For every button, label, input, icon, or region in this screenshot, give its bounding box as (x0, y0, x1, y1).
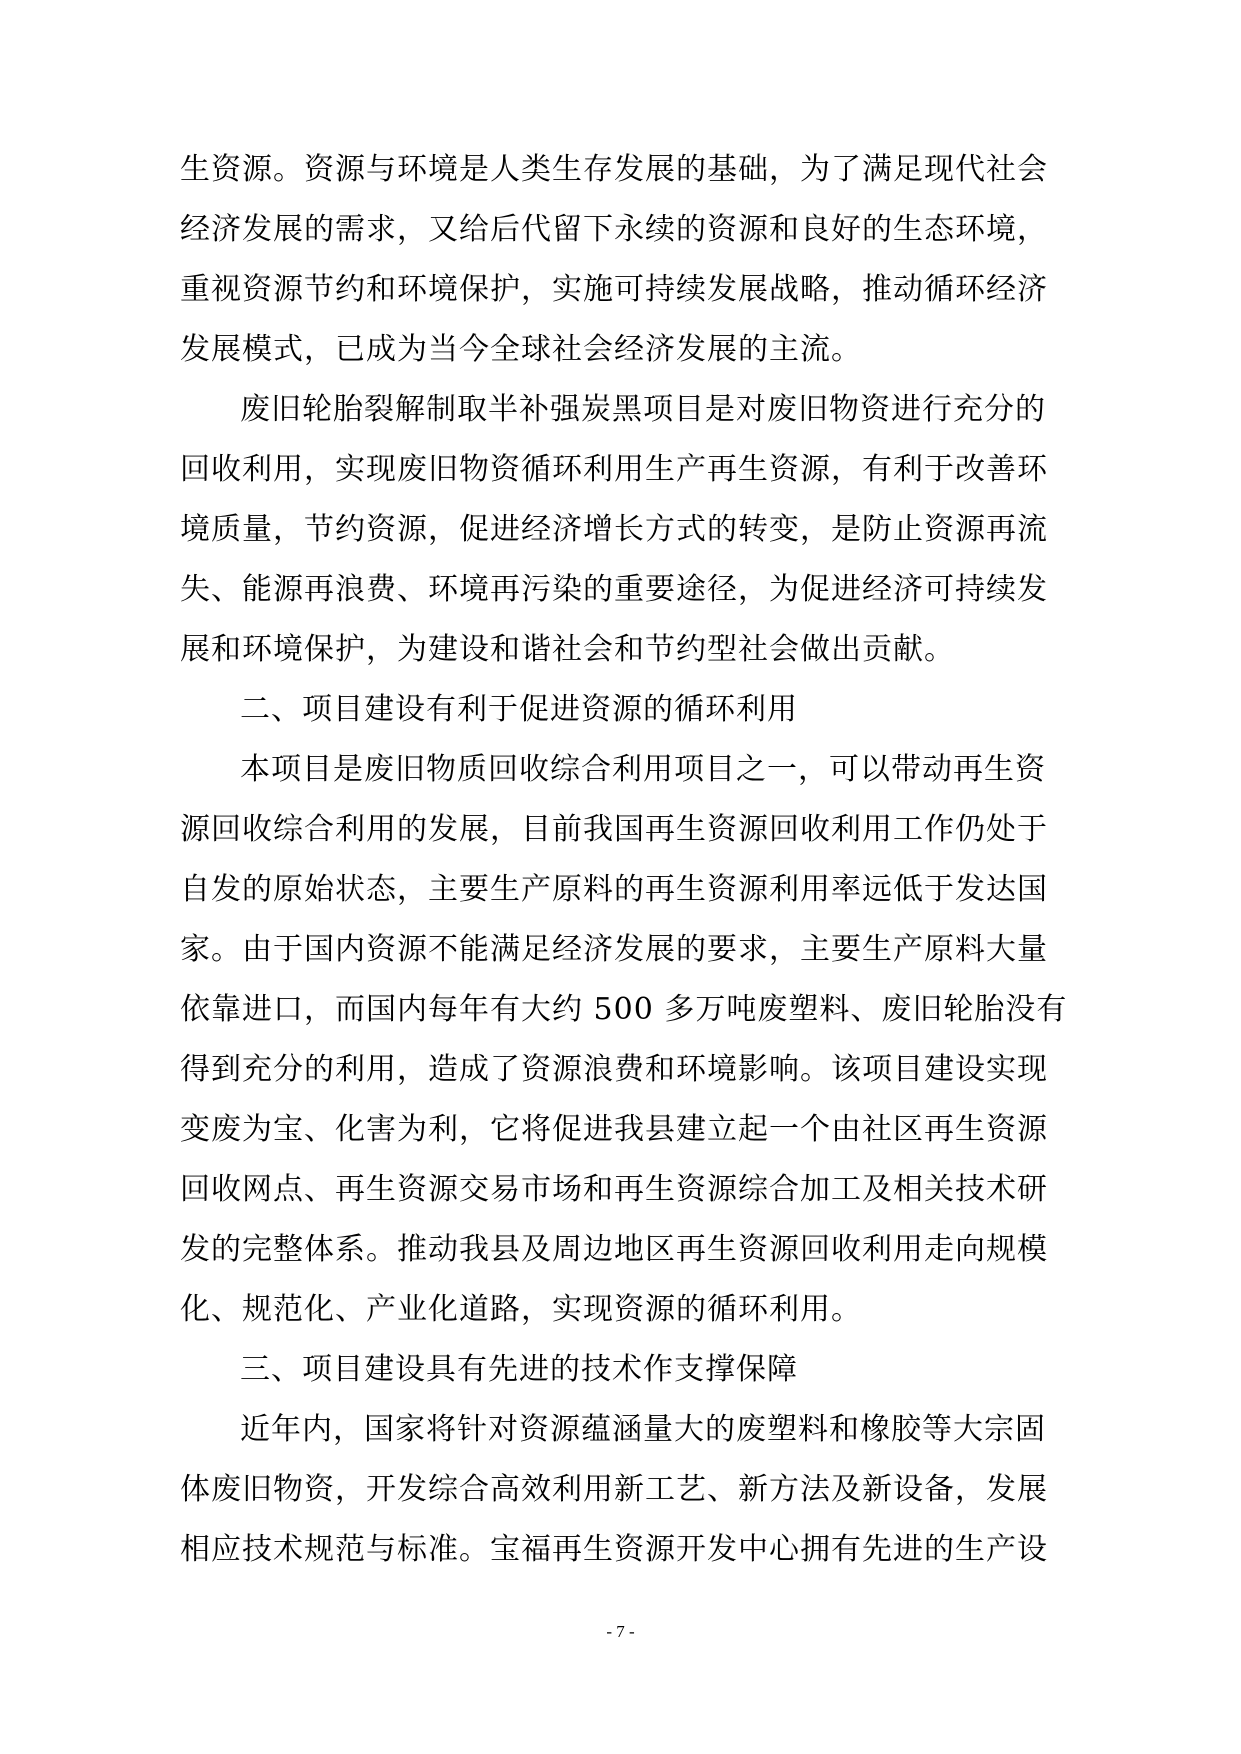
text-line: 依靠进口，而国内每年有大约 500 多万吨废塑料、废旧轮胎没有 (180, 992, 1068, 1027)
text-line: 境质量，节约资源，促进经济增长方式的转变，是防止资源再流 (180, 512, 1048, 547)
text-line: 体废旧物资，开发综合高效利用新工艺、新方法及新设备，发展 (180, 1472, 1048, 1507)
paragraph (180, 740, 1068, 1340)
text-line: 源回收综合利用的发展，目前我国再生资源回收利用工作仍处于 (180, 812, 1048, 847)
text-line: 回收利用，实现废旧物资循环利用生产再生资源，有利于改善环 (180, 452, 1048, 487)
page-number: - 7 - (606, 1622, 635, 1641)
text-line: 本项目是废旧物质回收综合利用项目之一，可以带动再生资 (240, 752, 1046, 787)
text-line: 发展模式，已成为当今全球社会经济发展的主流。 (180, 332, 862, 367)
text-line: 相应技术规范与标准。宝福再生资源开发中心拥有先进的生产设 (180, 1532, 1048, 1567)
section-heading (180, 680, 1060, 740)
body-text (180, 140, 1068, 1580)
text-line: 生资源。资源与环境是人类生存发展的基础，为了满足现代社会 (180, 152, 1048, 187)
text-line: 废旧轮胎裂解制取半补强炭黑项目是对废旧物资进行充分的 (240, 392, 1046, 427)
paragraph (180, 140, 1060, 380)
text-line: 二、项目建设有利于促进资源的循环利用 (240, 692, 798, 727)
text-line: 家。由于国内资源不能满足经济发展的要求，主要生产原料大量 (180, 932, 1048, 967)
text-line: 得到充分的利用，造成了资源浪费和环境影响。该项目建设实现 (180, 1052, 1048, 1087)
paragraph (180, 380, 1060, 680)
section-heading (180, 1340, 1060, 1400)
text-line: 三、项目建设具有先进的技术作支撑保障 (240, 1352, 798, 1387)
text-line: 展和环境保护，为建设和谐社会和节约型社会做出贡献。 (180, 632, 955, 667)
paragraph (180, 1400, 1060, 1580)
text-line: 重视资源节约和环境保护，实施可持续发展战略，推动循环经济 (180, 272, 1048, 307)
text-line: 近年内，国家将针对资源蕴涵量大的废塑料和橡胶等大宗固 (240, 1412, 1046, 1447)
text-line: 回收网点、再生资源交易市场和再生资源综合加工及相关技术研 (180, 1172, 1048, 1207)
text-line: 自发的原始状态，主要生产原料的再生资源利用率远低于发达国 (180, 872, 1048, 907)
text-line: 化、规范化、产业化道路，实现资源的循环利用。 (180, 1292, 862, 1327)
text-line: 经济发展的需求，又给后代留下永续的资源和良好的生态环境， (180, 212, 1048, 247)
text-line: 失、能源再浪费、环境再污染的重要途径，为促进经济可持续发 (180, 572, 1048, 607)
text-line: 发的完整体系。推动我县及周边地区再生资源回收利用走向规模 (180, 1232, 1048, 1267)
text-line: 变废为宝、化害为利，它将促进我县建立起一个由社区再生资源 (180, 1112, 1048, 1147)
